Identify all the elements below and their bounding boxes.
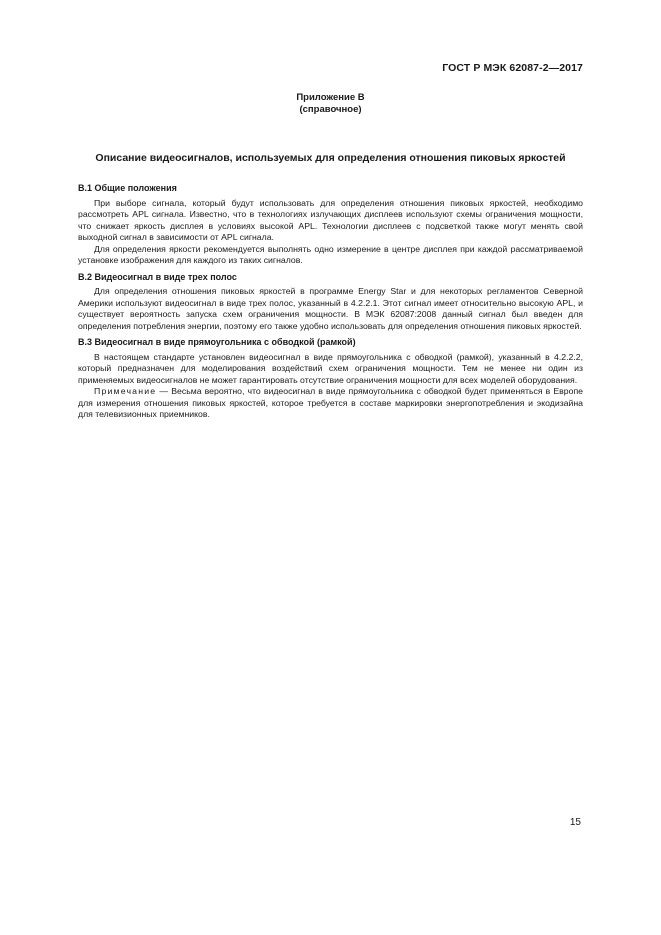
section-heading: В.3 Видеосигнал в виде прямоугольника с обводкой (рамкой) [78,337,356,347]
section-b2 [78,272,583,333]
document-body [78,183,583,421]
section-heading: В.2 Видеосигнал в виде трех полос [78,271,237,282]
note-text: — Весьма вероятно, что видеосигнал в виде прямоугольника с обводкой будет применяться в Европе для измерения отношения пиковых яркостей, которое требуется в составе маркировки энергопотребления и экодизайна для телевизионных приемников. [78,386,583,419]
paragraph: В настоящем стандарте установлен видеосигнал в виде прямоугольника с обводкой (рамкой), указанный в 4.2.2.2, который предназначен для моделирования воздействий схем ограничения мощности. Тем не менее ни один из применяемых видеосигналов не может гарантировать отсутствие ограничения мощности для всех моделей оборудования. [78,351,583,385]
paragraph: При выборе сигнала, который будут использовать для определения отношения пиковых яркостей, необходимо рассмотреть APL сигнала. Известно, что в технологиях излучающих дисплеев используют схемы ограничения мощности, что снижает яркость дисплея в условиях высокой APL. Технологии дисплеев с подсветкой также могут менять свой выходной сигнал в зависимости от APL сигнала. [78,197,583,242]
section-b3 [78,337,583,421]
main-title: Описание видеосигналов, используемых для определения отношения пиковых яркостей [95,152,566,164]
appendix-subtitle: (справочное) [299,104,362,115]
page-number: 15 [569,817,581,828]
appendix-heading [0,92,661,116]
section-heading: В.1 Общие положения [78,183,177,193]
section-b1 [78,183,583,267]
paragraph: Для определения яркости рекомендуется выполнять одно измерение в центре дисплея при каждой рассматриваемой установке изображения для каждого из таких сигналов. [78,243,583,265]
document-code: ГОСТ Р МЭК 62087-2—2017 [442,62,583,74]
appendix-title: Приложение В [296,92,365,103]
note-paragraph [78,386,583,421]
note-label: Примечание [94,386,157,396]
paragraph: Для определения отношения пиковых яркостей в программе Energy Star и для некоторых регламентов Северной Америки используют видеосигнал в виде трех полос, указанный в 4.2.2.1. Этот сигнал имеет относительно высокую APL, и существует вероятность запуска схем ограничения мощности. В МЭК 62087:2008 данный сигнал был введен для определения потребления энергии, поэтому его также удобно использовать для определения отношения пиковых яркостей. [78,286,583,331]
